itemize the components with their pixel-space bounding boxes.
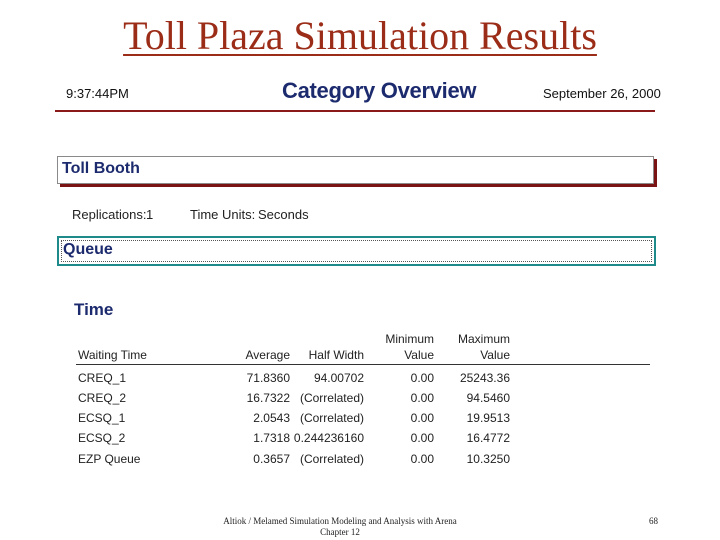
- row-max: 16.4772: [466, 431, 510, 445]
- header-half-width: Half Width: [308, 348, 364, 362]
- header-maximum-2: Value: [480, 348, 510, 362]
- row-half-width: 94.00702: [313, 371, 364, 385]
- footer-chapter: Chapter 12: [320, 527, 360, 537]
- row-half-width: 0.244236160: [293, 431, 364, 445]
- row-min: 0.00: [410, 411, 434, 425]
- row-name: ECSQ_1: [78, 411, 126, 425]
- header-average: Average: [245, 348, 290, 362]
- header-minimum-1: Minimum: [385, 332, 434, 346]
- row-max: 19.9513: [466, 411, 510, 425]
- row-max: 25243.36: [459, 371, 510, 385]
- header-waiting-time: Waiting Time: [78, 348, 147, 362]
- time-units-value: Seconds: [258, 207, 309, 222]
- slide-footer: [200, 516, 480, 538]
- row-half-width: (Correlated): [299, 411, 364, 425]
- header-maximum-1: Maximum: [457, 332, 510, 346]
- row-name: ECSQ_2: [78, 431, 126, 445]
- row-max: 94.5460: [466, 391, 510, 405]
- report-title: Category Overview: [282, 78, 477, 103]
- section-toll-booth: [57, 156, 654, 184]
- row-name: EZP Queue: [78, 452, 141, 466]
- row-min: 0.00: [410, 452, 434, 466]
- header-minimum-2: Value: [404, 348, 434, 362]
- report-time: 9:37:44PM: [66, 86, 129, 101]
- table-header-rule: [76, 364, 650, 365]
- subsection-time: Time: [74, 300, 114, 319]
- header-rule: [55, 110, 655, 112]
- footer-citation: Altiok / Melamed Simulation Modeling and Analysis with Arena: [223, 516, 457, 526]
- row-min: 0.00: [410, 431, 434, 445]
- section-queue: [57, 236, 656, 266]
- row-min: 0.00: [410, 391, 434, 405]
- row-average: 2.0543: [253, 411, 290, 425]
- report-date: September 26, 2000: [543, 86, 661, 101]
- replications-value: 1: [146, 207, 154, 222]
- row-max: 10.3250: [466, 452, 510, 466]
- row-average: 0.3657: [253, 452, 290, 466]
- row-average: 1.7318: [253, 431, 290, 445]
- row-half-width: (Correlated): [299, 391, 364, 405]
- section-label: Queue: [63, 241, 113, 258]
- section-label: Toll Booth: [62, 160, 140, 177]
- row-average: 71.8360: [246, 371, 290, 385]
- page-number: 68: [649, 516, 658, 526]
- row-min: 0.00: [410, 371, 434, 385]
- row-half-width: (Correlated): [299, 452, 364, 466]
- row-average: 16.7322: [246, 391, 290, 405]
- time-units-label: Time Units:: [190, 207, 256, 222]
- slide-title: Toll Plaza Simulation Results: [123, 13, 597, 58]
- replications-label: Replications:: [72, 207, 147, 222]
- row-name: CREQ_1: [78, 371, 127, 385]
- row-name: CREQ_2: [78, 391, 127, 405]
